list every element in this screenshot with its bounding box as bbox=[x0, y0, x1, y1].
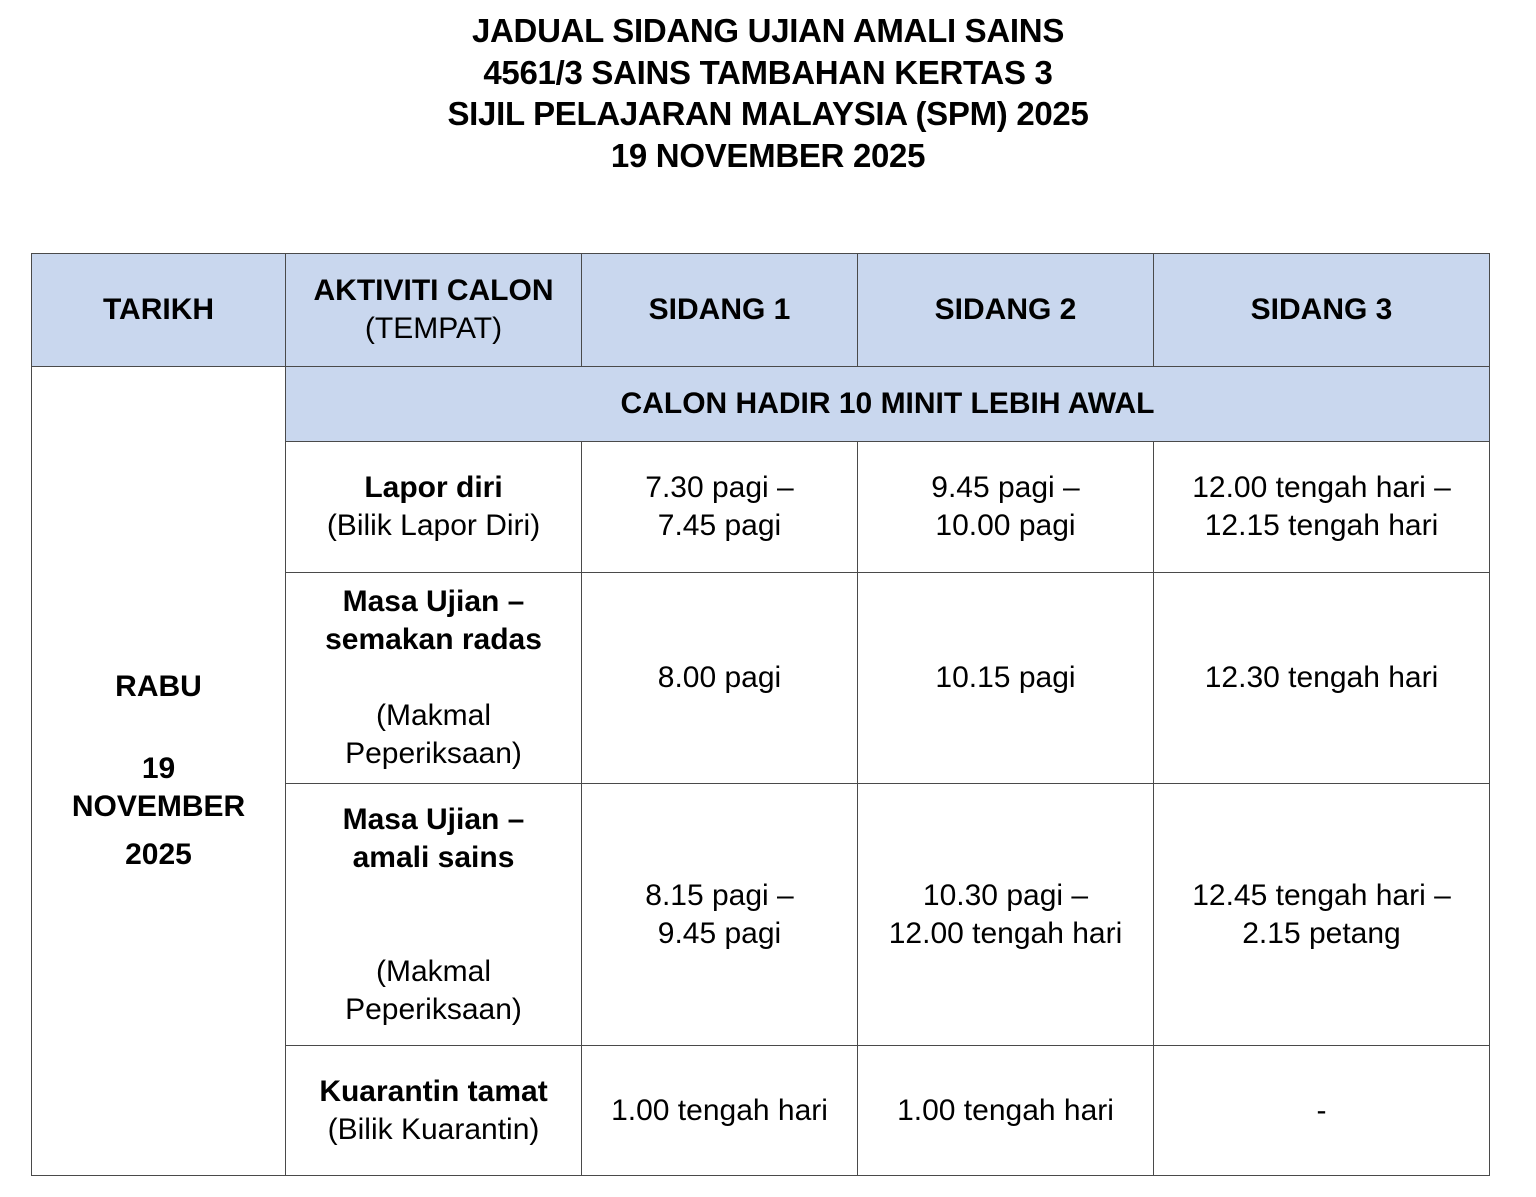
sidang-2-cell: 1.00 tengah hari bbox=[858, 1046, 1154, 1176]
header-tarikh: TARIKH bbox=[32, 254, 286, 367]
time-start: 7.30 pagi – bbox=[645, 471, 794, 504]
sidang-2-cell: 10.15 pagi bbox=[858, 573, 1154, 784]
sidang-3-cell: - bbox=[1154, 1046, 1490, 1176]
time-end: 2.15 petang bbox=[1242, 916, 1401, 950]
time-start: 8.15 pagi – bbox=[645, 878, 794, 912]
time-start: 12.45 tengah hari – bbox=[1192, 878, 1451, 912]
header-tempat-label: (TEMPAT) bbox=[364, 312, 503, 345]
sidang-2-cell bbox=[858, 784, 1154, 1046]
schedule-table bbox=[31, 253, 1490, 1176]
activity-label: Lapor diri bbox=[364, 471, 503, 504]
sidang-1-cell bbox=[582, 442, 858, 573]
activity-cell bbox=[286, 573, 582, 784]
notice-banner: CALON HADIR 10 MINIT LEBIH AWAL bbox=[286, 367, 1490, 442]
time-end: 12.00 tengah hari bbox=[888, 916, 1123, 950]
sidang-3-cell: 12.30 tengah hari bbox=[1154, 573, 1490, 784]
document-title bbox=[0, 10, 1536, 176]
sidang-1-cell bbox=[582, 784, 858, 1046]
date-month: NOVEMBER bbox=[71, 790, 246, 823]
activity-label: amali sains bbox=[352, 840, 515, 874]
sidang-2-cell bbox=[858, 442, 1154, 573]
time-start: 12.00 tengah hari – bbox=[1192, 471, 1451, 504]
place-label: Peperiksaan) bbox=[345, 737, 522, 770]
place-label: (Bilik Kuarantin) bbox=[327, 1112, 540, 1146]
date-day: RABU bbox=[115, 670, 202, 703]
place-label: (Makmal bbox=[375, 699, 491, 732]
activity-label: Masa Ujian – bbox=[342, 585, 525, 618]
time-start: 10.30 pagi – bbox=[922, 878, 1089, 912]
sidang-3-cell bbox=[1154, 784, 1490, 1046]
time-end: 12.15 tengah hari bbox=[1204, 509, 1439, 542]
title-line-2: 4561/3 SAINS TAMBAHAN KERTAS 3 bbox=[483, 53, 1053, 91]
title-line-1: JADUAL SIDANG UJIAN AMALI SAINS bbox=[471, 12, 1065, 49]
sidang-1-cell: 8.00 pagi bbox=[582, 573, 858, 784]
notice-row bbox=[32, 367, 1490, 442]
title-line-3: SIJIL PELAJARAN MALAYSIA (SPM) 2025 bbox=[447, 95, 1089, 132]
header-row bbox=[32, 254, 1490, 367]
date-year: 2025 bbox=[125, 838, 192, 871]
header-aktiviti-label: AKTIVITI CALON bbox=[313, 274, 554, 307]
activity-label: semakan radas bbox=[325, 623, 542, 656]
time-start: 9.45 pagi – bbox=[931, 471, 1080, 504]
place-label: Peperiksaan) bbox=[345, 992, 522, 1026]
place-label: (Makmal bbox=[375, 954, 491, 988]
date-num: 19 bbox=[141, 752, 176, 785]
sidang-3-cell bbox=[1154, 442, 1490, 573]
sidang-1-cell: 1.00 tengah hari bbox=[582, 1046, 858, 1176]
activity-cell bbox=[286, 1046, 582, 1176]
header-sidang-1: SIDANG 1 bbox=[582, 254, 858, 367]
title-line-4: 19 NOVEMBER 2025 bbox=[610, 136, 926, 174]
time-end: 9.45 pagi bbox=[657, 916, 782, 950]
date-cell bbox=[32, 367, 286, 1176]
header-sidang-3: SIDANG 3 bbox=[1154, 254, 1490, 367]
time-end: 7.45 pagi bbox=[657, 509, 782, 542]
activity-label: Kuarantin tamat bbox=[319, 1074, 548, 1108]
activity-cell bbox=[286, 784, 582, 1046]
activity-label: Masa Ujian – bbox=[342, 802, 525, 836]
header-aktiviti bbox=[286, 254, 582, 367]
time-end: 10.00 pagi bbox=[935, 509, 1076, 542]
place-label: (Bilik Lapor Diri) bbox=[326, 509, 541, 542]
header-sidang-2: SIDANG 2 bbox=[858, 254, 1154, 367]
activity-cell bbox=[286, 442, 582, 573]
